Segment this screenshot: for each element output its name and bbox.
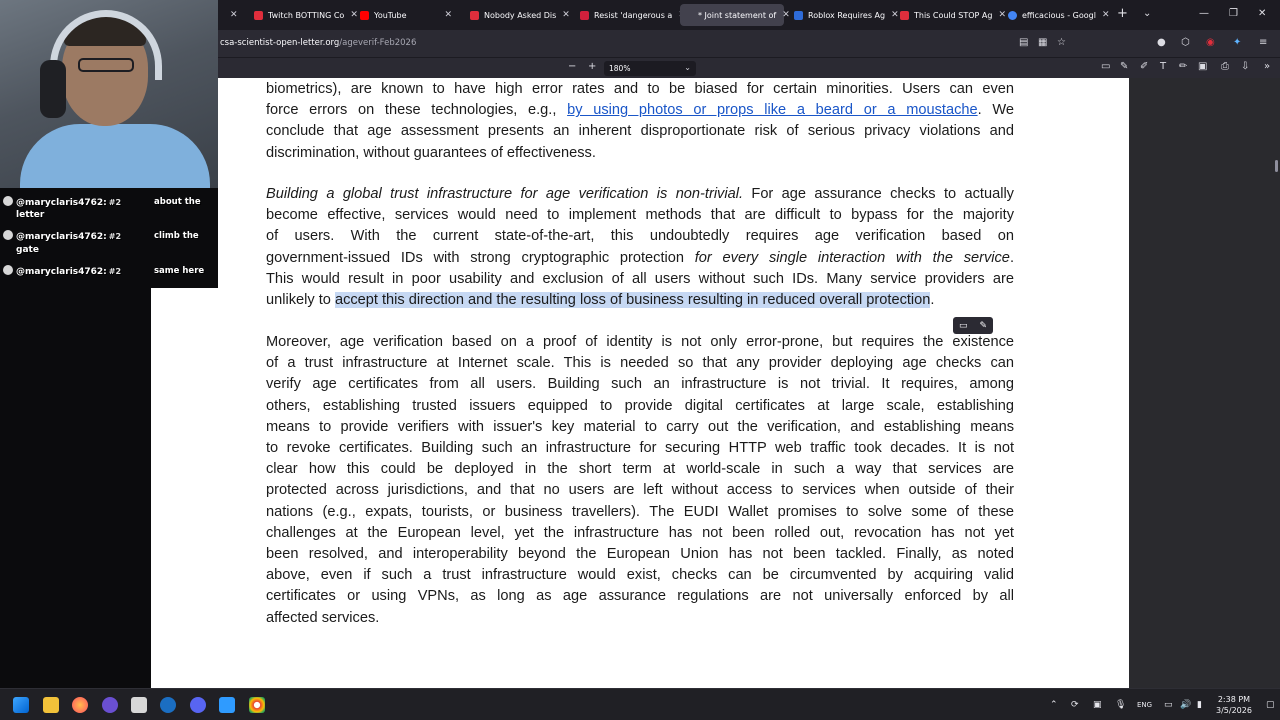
image-icon[interactable]: ▣ bbox=[1198, 61, 1208, 72]
text-line bbox=[266, 248, 1014, 269]
close-icon[interactable]: ✕ bbox=[350, 10, 358, 20]
tab-title: Roblox Requires Ag bbox=[808, 10, 886, 20]
tab-title: YouTube bbox=[374, 10, 407, 20]
text-line: of users. With the current state-of-the-art, this undoubtedly requires age verification based on bbox=[266, 228, 1014, 245]
file-explorer-icon[interactable] bbox=[43, 697, 59, 713]
paragraph-3 bbox=[266, 332, 1014, 629]
text-line: discrimination, without guarantees of effectiveness. bbox=[266, 144, 596, 161]
youtube-icon bbox=[360, 11, 369, 20]
scrollbar-thumb[interactable] bbox=[1275, 160, 1278, 172]
text-span: . bbox=[1009, 249, 1014, 266]
tab-title: * Joint statement of bbox=[698, 10, 777, 20]
steam-icon[interactable] bbox=[160, 697, 176, 713]
chat-message bbox=[3, 230, 121, 244]
chat-text: about the bbox=[154, 197, 201, 207]
tab-7[interactable] bbox=[894, 4, 1007, 26]
paragraph-2 bbox=[266, 184, 1014, 311]
user-badge-icon bbox=[3, 230, 13, 240]
minimize-icon[interactable]: — bbox=[1199, 8, 1209, 19]
sign-icon[interactable]: ✎ bbox=[1120, 61, 1129, 72]
extensions-icon[interactable]: ⬡ bbox=[1181, 37, 1190, 48]
text-line bbox=[266, 290, 1014, 311]
tab-title: Twitch BOTTING Co bbox=[268, 10, 345, 20]
close-icon[interactable]: ✕ bbox=[1101, 10, 1110, 20]
user-badge-icon bbox=[3, 196, 13, 206]
tab-title: Nobody Asked Dis bbox=[484, 10, 557, 20]
chat-message bbox=[3, 196, 121, 210]
reader-view-icon[interactable]: ▤ bbox=[1019, 37, 1029, 48]
chat-overlay bbox=[0, 188, 151, 688]
save-icon[interactable]: ⇩ bbox=[1241, 61, 1250, 72]
text-span: . We bbox=[977, 102, 1014, 119]
zoom-in-button[interactable]: + bbox=[588, 61, 597, 72]
text-span: . bbox=[930, 292, 935, 309]
restore-icon[interactable]: ❐ bbox=[1229, 8, 1238, 19]
tab-4[interactable] bbox=[574, 4, 674, 26]
clock[interactable] bbox=[1216, 694, 1252, 716]
extension-icon[interactable]: ● bbox=[1157, 37, 1166, 48]
text-span: unlikely to bbox=[266, 292, 335, 309]
tab-list-icon[interactable]: ⌄ bbox=[1143, 8, 1152, 19]
youtube-icon bbox=[470, 11, 479, 20]
close-window-icon[interactable]: ✕ bbox=[1258, 8, 1267, 19]
user-badge-icon bbox=[3, 265, 13, 275]
draw-icon[interactable]: ✏ bbox=[1179, 61, 1188, 72]
text-line: Moreover, age verification based on a proof of identity is not only error-prone, but requires the existence bbox=[266, 334, 1014, 350]
text-line: clear how this could be deployed in the short term at world-scale in such a way that services are bbox=[266, 461, 1014, 478]
paragraph-1 bbox=[266, 79, 1014, 164]
google-icon bbox=[1008, 11, 1017, 20]
italic-span: for every single interaction with the service bbox=[694, 249, 1010, 266]
clock-date: 3/5/2026 bbox=[1216, 706, 1252, 715]
more-tools-icon[interactable]: » bbox=[1264, 61, 1271, 72]
webcam-overlay bbox=[0, 0, 218, 188]
ublock-icon[interactable]: ◉ bbox=[1206, 37, 1215, 48]
comment-icon[interactable]: ▭ bbox=[958, 320, 968, 331]
tab-8[interactable] bbox=[1002, 4, 1110, 26]
twitch-icon bbox=[254, 11, 263, 20]
comment-icon[interactable]: ▭ bbox=[1101, 61, 1111, 72]
menu-icon[interactable]: ≡ bbox=[1259, 37, 1268, 48]
text-line: verify age certificates from all users. Building such an infrastructure is not trivial. It requires, among bbox=[266, 376, 1014, 393]
text-line: affected services. bbox=[266, 609, 380, 626]
text-line bbox=[266, 184, 1014, 205]
chat-text: same here bbox=[154, 266, 205, 276]
text-line: This would result in poor usability and exclusion of all users without such IDs. Many service providers are bbox=[266, 270, 1014, 287]
url-path: /ageverif-Feb2026 bbox=[339, 38, 417, 48]
translate-icon[interactable]: ▦ bbox=[1038, 37, 1048, 48]
text-line bbox=[266, 100, 1014, 121]
chat-username: @maryclaris4762: bbox=[16, 267, 107, 277]
tab-title: Resist 'dangerous a bbox=[594, 10, 673, 20]
text-span: force errors on these technologies, e.g., bbox=[266, 102, 568, 119]
taskbar bbox=[0, 688, 1280, 720]
microphone-icon[interactable]: 🎙 bbox=[1115, 700, 1127, 710]
text-line: become effective, services would need to implement methods that are difficult to bypass for the majority bbox=[266, 207, 1014, 224]
tab-6[interactable] bbox=[788, 4, 899, 26]
chat-message-continued: letter bbox=[16, 210, 45, 220]
text-line: certificates or using VPNs, as long as age assurance regulations are not universally enforced by all bbox=[266, 588, 1014, 605]
tab-title: This Could STOP Ag bbox=[914, 10, 993, 20]
webcam-shirt bbox=[20, 124, 210, 194]
text-line: above, even if such a trust infrastructure would exist, checks can be circumvented by acquiring valid bbox=[266, 567, 1014, 584]
highlight-pen-icon[interactable]: ✎ bbox=[979, 320, 988, 331]
tab-5[interactable] bbox=[680, 4, 790, 26]
text-line: protected across jurisdictions, and that no users are left without access to services when outside of their bbox=[266, 482, 1014, 499]
close-icon[interactable]: ✕ bbox=[998, 10, 1007, 20]
zoom-value: 180% bbox=[609, 64, 631, 73]
url-host: csa-scientist-open-letter.org bbox=[220, 38, 340, 48]
selected-text[interactable]: accept this direction and the resulting loss of business resulting in reduced overall protection bbox=[334, 292, 931, 309]
youtube-icon bbox=[900, 11, 909, 20]
reference-link[interactable]: by using photos or props like a beard or a moustache bbox=[567, 102, 978, 119]
url-field[interactable] bbox=[220, 38, 416, 48]
text-line: conclude that age assessment presents an inherent disproportionate risk of serious privacy violations and bbox=[266, 123, 1014, 140]
tab-2[interactable] bbox=[354, 4, 458, 26]
chat-message-continued: gate bbox=[16, 245, 39, 255]
close-icon[interactable]: ✕ bbox=[444, 10, 452, 20]
headset-icon bbox=[50, 10, 162, 80]
close-icon[interactable]: ✕ bbox=[891, 10, 899, 20]
discord-icon[interactable] bbox=[190, 697, 206, 713]
app-icon[interactable] bbox=[219, 697, 235, 713]
text-line: nations (e.g., expats, tourists, or business travellers). The EUDI Wallet promises to solve some of these bbox=[266, 503, 1014, 520]
roblox-icon bbox=[794, 11, 803, 20]
microphone-icon bbox=[40, 60, 66, 118]
chevron-up-icon[interactable]: ⌃ bbox=[1050, 700, 1058, 710]
zoom-out-button[interactable]: − bbox=[568, 61, 577, 72]
text-line: biometrics), are known to have high error rates and to be biased for certain minorities. Users can even bbox=[266, 81, 1014, 97]
notification-icon[interactable]: ▢ bbox=[1266, 700, 1275, 710]
italic-heading: Building a global trust infrastructure for age verification is non-trivial. bbox=[266, 186, 744, 202]
windows-start-icon[interactable] bbox=[13, 697, 29, 713]
chrome-icon[interactable] bbox=[249, 697, 265, 713]
text-span: For age assurance checks to actually bbox=[743, 186, 1014, 202]
chat-rank: #2 bbox=[108, 198, 122, 207]
tab-0[interactable] bbox=[218, 4, 242, 26]
tray-icon[interactable]: ⟳ bbox=[1071, 700, 1079, 710]
monitor-icon[interactable]: ▭ bbox=[1164, 700, 1173, 710]
text-line: challenges at the European level, yet the infrastructure has not been rolled out, revocation has not yet bbox=[266, 524, 1014, 541]
chat-message bbox=[3, 265, 121, 279]
firefox-icon[interactable] bbox=[72, 697, 88, 713]
battery-icon[interactable]: ▮ bbox=[1197, 700, 1202, 710]
text-line: been resolved, and interoperability beyond the European Union has not been tackled. Finally, as noted bbox=[266, 546, 1014, 563]
tray-icon[interactable]: ▣ bbox=[1093, 700, 1102, 710]
extension-icon[interactable]: ✦ bbox=[1233, 37, 1242, 48]
chat-text: climb the bbox=[154, 231, 199, 241]
tab-title: efficacious - Googl bbox=[1022, 10, 1096, 20]
tab-1[interactable] bbox=[248, 4, 358, 26]
text-line: to revoke certificates. Building such an infrastructure for securing HTTP web traffic took decades. It is not bbox=[266, 440, 1014, 457]
speaker-icon[interactable]: 🔊 bbox=[1180, 700, 1192, 710]
close-icon[interactable]: ✕ bbox=[562, 10, 570, 20]
close-icon[interactable]: ✕ bbox=[230, 10, 238, 20]
chat-rank: #2 bbox=[108, 267, 122, 276]
zoom-select[interactable] bbox=[604, 61, 696, 76]
close-icon[interactable]: ✕ bbox=[782, 10, 790, 20]
text-icon[interactable]: T bbox=[1160, 61, 1167, 72]
chevron-down-icon: ⌄ bbox=[684, 63, 691, 72]
tab-3[interactable] bbox=[464, 4, 568, 26]
new-tab-button[interactable]: + bbox=[1117, 6, 1128, 21]
bookmark-star-icon[interactable]: ☆ bbox=[1057, 37, 1066, 48]
notepad-icon[interactable] bbox=[131, 697, 147, 713]
highlight-icon[interactable]: ✐ bbox=[1140, 61, 1149, 72]
chat-rank: #2 bbox=[108, 232, 122, 241]
chat-username: @maryclaris4762: bbox=[16, 232, 107, 242]
print-icon[interactable]: ⎙ bbox=[1221, 61, 1229, 72]
text-line: means to provide verifiers with issuer's key material to carry out the verification, and establishing means bbox=[266, 418, 1014, 435]
text-line: of a trust infrastructure at Internet scale. This is needed so that any provider deploying age checks can bbox=[266, 355, 1014, 372]
text-span: government-issued IDs with strong cryptographic protection bbox=[266, 249, 695, 266]
pdf-icon bbox=[580, 11, 589, 20]
language-indicator[interactable]: ENG bbox=[1137, 701, 1153, 709]
text-line: others, establishing trusted issuers equipped to provide digital certificates at large scale, establishing bbox=[266, 397, 1014, 414]
app-icon[interactable] bbox=[102, 697, 118, 713]
clock-time: 2:38 PM bbox=[1217, 695, 1251, 704]
chat-username: @maryclaris4762: bbox=[16, 198, 107, 208]
